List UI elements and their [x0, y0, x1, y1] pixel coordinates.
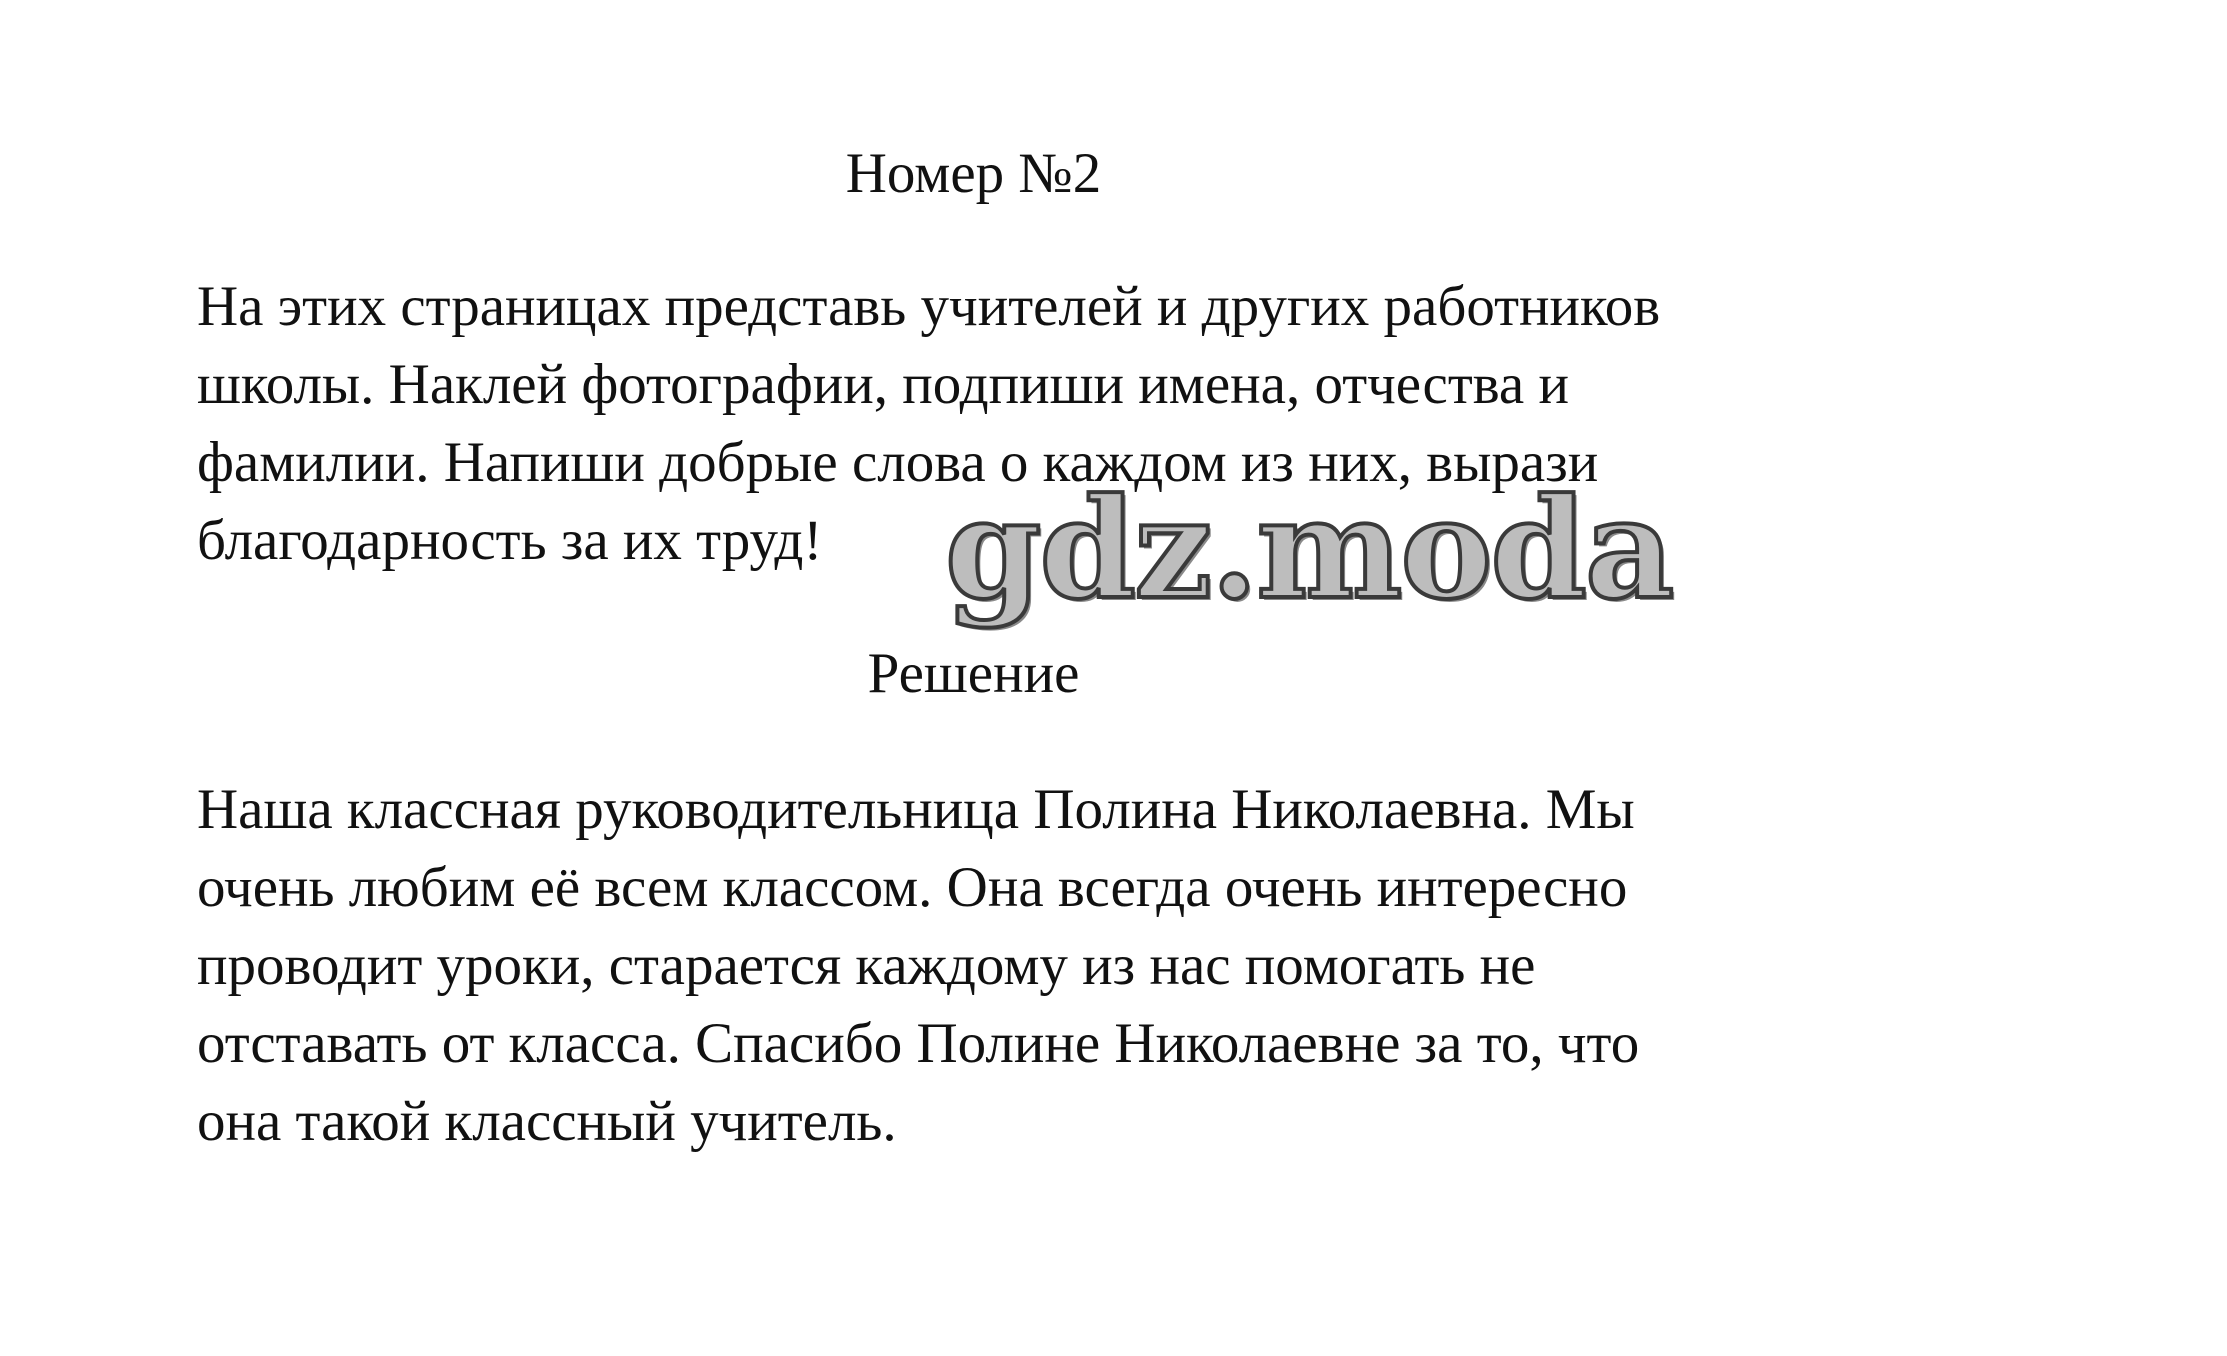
task-text-line: фамилии. Напиши добрые слова о каждом из них, вырази — [197, 431, 1599, 494]
watermark-logo: gdz.moda — [945, 467, 1673, 630]
solution-text — [197, 771, 2047, 1161]
solution-text-line: Наша классная руководительница Полина Николаевна. Мы — [197, 778, 1635, 841]
task-text-line: школы. Наклей фотографии, подпиши имена, отчества и — [197, 353, 1569, 416]
task-text-line: благодарность за их труд! — [197, 509, 823, 572]
task-title: Номер №2 — [845, 142, 1102, 205]
task-text-line: На этих страницах представь учителей и других работников — [197, 275, 1661, 338]
solution-text-line: она такой классный учитель. — [197, 1090, 897, 1153]
solution-title: Решение — [867, 642, 1080, 705]
solution-text-line: отставать от класса. Спасибо Полине Николаевне за то, что — [197, 1012, 1640, 1075]
solution-text-line: очень любим её всем классом. Она всегда очень интересно — [197, 856, 1628, 919]
solution-text-line: проводит уроки, старается каждому из нас помогать не — [197, 934, 1536, 997]
